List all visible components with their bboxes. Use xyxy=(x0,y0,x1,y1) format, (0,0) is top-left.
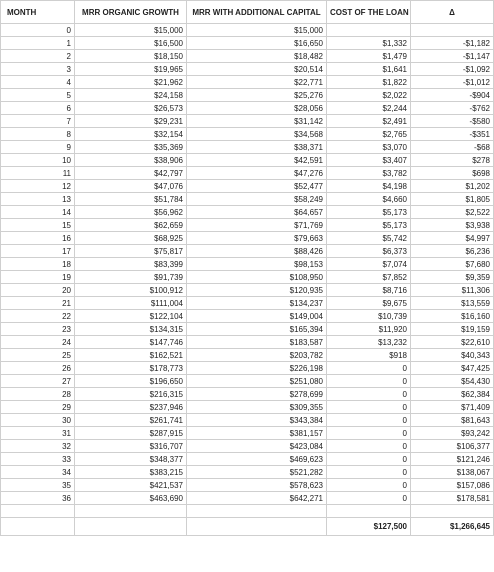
mrr-organic-growth-cell[interactable]: $21,962 xyxy=(75,76,187,89)
cost-of-the-loan-cell[interactable]: $5,173 xyxy=(327,206,411,219)
table-cell[interactable] xyxy=(75,518,187,536)
mrr-with-additional-capital-cell[interactable]: $309,355 xyxy=(187,401,327,414)
total-delta[interactable]: $1,266,645 xyxy=(411,518,494,536)
mrr-with-additional-capital-cell[interactable]: $38,371 xyxy=(187,141,327,154)
delta-cell[interactable]: $157,086 xyxy=(411,479,494,492)
delta-cell[interactable]: $81,643 xyxy=(411,414,494,427)
mrr-with-additional-capital-cell[interactable]: $58,249 xyxy=(187,193,327,206)
mrr-with-additional-capital-cell[interactable]: $18,482 xyxy=(187,50,327,63)
month-cell[interactable]: 24 xyxy=(1,336,75,349)
delta-cell[interactable]: -$1,092 xyxy=(411,63,494,76)
cost-of-the-loan-cell[interactable] xyxy=(327,24,411,37)
month-cell[interactable]: 2 xyxy=(1,50,75,63)
month-cell[interactable]: 23 xyxy=(1,323,75,336)
table-row xyxy=(1,50,494,63)
mrr-organic-growth-cell[interactable]: $15,000 xyxy=(75,24,187,37)
mrr-with-additional-capital-cell[interactable]: $64,657 xyxy=(187,206,327,219)
month-cell[interactable]: 29 xyxy=(1,401,75,414)
header-row-group xyxy=(1,1,494,24)
cost-of-the-loan-cell[interactable]: $2,491 xyxy=(327,115,411,128)
totals-row xyxy=(1,518,494,536)
month-cell[interactable]: 8 xyxy=(1,128,75,141)
cost-of-the-loan-cell[interactable]: $9,675 xyxy=(327,297,411,310)
table-cell[interactable] xyxy=(327,505,411,518)
delta-cell[interactable]: $16,160 xyxy=(411,310,494,323)
month-cell[interactable]: 16 xyxy=(1,232,75,245)
table-row xyxy=(1,219,494,232)
cost-of-the-loan-cell[interactable]: $2,022 xyxy=(327,89,411,102)
table-row xyxy=(1,336,494,349)
table-row xyxy=(1,414,494,427)
month-cell[interactable]: 34 xyxy=(1,466,75,479)
month-cell[interactable]: 17 xyxy=(1,245,75,258)
cost-of-the-loan-cell[interactable]: 0 xyxy=(327,492,411,505)
table-row xyxy=(1,76,494,89)
table-row xyxy=(1,258,494,271)
month-cell[interactable]: 12 xyxy=(1,180,75,193)
mrr-with-additional-capital-cell[interactable]: $521,282 xyxy=(187,466,327,479)
cost-of-the-loan-cell[interactable]: $7,074 xyxy=(327,258,411,271)
cost-of-the-loan-cell[interactable]: $4,660 xyxy=(327,193,411,206)
cost-of-the-loan-cell[interactable]: $11,920 xyxy=(327,323,411,336)
table-row xyxy=(1,193,494,206)
delta-cell[interactable]: $3,938 xyxy=(411,219,494,232)
delta-cell[interactable]: $278 xyxy=(411,154,494,167)
cost-of-the-loan-cell[interactable]: 0 xyxy=(327,401,411,414)
cost-of-the-loan-cell[interactable]: $8,716 xyxy=(327,284,411,297)
mrr-organic-growth-cell[interactable]: $32,154 xyxy=(75,128,187,141)
table-row xyxy=(1,297,494,310)
table-row xyxy=(1,232,494,245)
month-cell[interactable]: 25 xyxy=(1,349,75,362)
mrr-organic-growth-cell[interactable]: $111,004 xyxy=(75,297,187,310)
table-row xyxy=(1,284,494,297)
mrr-with-additional-capital-cell[interactable]: $16,650 xyxy=(187,37,327,50)
mrr-organic-growth-cell[interactable]: $83,399 xyxy=(75,258,187,271)
mrr-organic-growth-cell[interactable]: $316,707 xyxy=(75,440,187,453)
mrr-with-additional-capital-cell[interactable]: $642,271 xyxy=(187,492,327,505)
delta-cell[interactable]: $138,067 xyxy=(411,466,494,479)
mrr-with-additional-capital-cell[interactable]: $71,769 xyxy=(187,219,327,232)
delta-cell[interactable]: $13,559 xyxy=(411,297,494,310)
delta-cell[interactable]: $71,409 xyxy=(411,401,494,414)
cost-of-the-loan-cell[interactable]: $1,641 xyxy=(327,63,411,76)
table-row xyxy=(1,206,494,219)
delta-cell[interactable]: -$1,012 xyxy=(411,76,494,89)
cost-of-the-loan-cell[interactable]: 0 xyxy=(327,414,411,427)
month-cell[interactable]: 35 xyxy=(1,479,75,492)
mrr-with-additional-capital-cell[interactable]: $381,157 xyxy=(187,427,327,440)
delta-cell[interactable]: $9,359 xyxy=(411,271,494,284)
table-row xyxy=(1,362,494,375)
table-row xyxy=(1,128,494,141)
mrr-organic-growth-cell[interactable]: $287,915 xyxy=(75,427,187,440)
mrr-organic-growth-cell[interactable]: $383,215 xyxy=(75,466,187,479)
delta-cell[interactable]: $2,522 xyxy=(411,206,494,219)
mrr-organic-growth-cell[interactable]: $162,521 xyxy=(75,349,187,362)
cost-of-the-loan-cell[interactable]: $3,407 xyxy=(327,154,411,167)
header-mrr-organic-growth[interactable]: MRR ORGANIC GROWTH xyxy=(75,1,187,24)
mrr-organic-growth-cell[interactable]: $26,573 xyxy=(75,102,187,115)
mrr-with-additional-capital-cell[interactable]: $343,384 xyxy=(187,414,327,427)
header-delta[interactable]: Δ xyxy=(411,1,494,24)
mrr-with-additional-capital-cell[interactable]: $108,950 xyxy=(187,271,327,284)
table-row xyxy=(1,115,494,128)
mrr-organic-growth-cell[interactable]: $19,965 xyxy=(75,63,187,76)
mrr-with-additional-capital-cell[interactable]: $423,084 xyxy=(187,440,327,453)
table-cell[interactable] xyxy=(187,518,327,536)
mrr-with-additional-capital-cell[interactable]: $52,477 xyxy=(187,180,327,193)
mrr-with-additional-capital-cell[interactable]: $42,591 xyxy=(187,154,327,167)
month-cell[interactable]: 10 xyxy=(1,154,75,167)
table-row xyxy=(1,89,494,102)
mrr-with-additional-capital-cell[interactable]: $226,198 xyxy=(187,362,327,375)
mrr-organic-growth-cell[interactable]: $100,912 xyxy=(75,284,187,297)
delta-cell[interactable]: -$68 xyxy=(411,141,494,154)
delta-cell[interactable]: $93,242 xyxy=(411,427,494,440)
delta-cell[interactable]: $1,202 xyxy=(411,180,494,193)
delta-cell[interactable]: $121,246 xyxy=(411,453,494,466)
table-row xyxy=(1,245,494,258)
mrr-with-additional-capital-cell[interactable]: $34,568 xyxy=(187,128,327,141)
delta-cell[interactable]: $6,236 xyxy=(411,245,494,258)
mrr-with-additional-capital-cell[interactable]: $15,000 xyxy=(187,24,327,37)
delta-cell[interactable]: $22,610 xyxy=(411,336,494,349)
cost-of-the-loan-cell[interactable]: $1,332 xyxy=(327,37,411,50)
cost-of-the-loan-cell[interactable]: $6,373 xyxy=(327,245,411,258)
month-cell[interactable]: 27 xyxy=(1,375,75,388)
cost-of-the-loan-cell[interactable]: 0 xyxy=(327,479,411,492)
table-row xyxy=(1,375,494,388)
delta-cell[interactable]: $47,425 xyxy=(411,362,494,375)
mrr-organic-growth-cell[interactable]: $18,150 xyxy=(75,50,187,63)
table-row xyxy=(1,271,494,284)
month-cell[interactable]: 7 xyxy=(1,115,75,128)
month-cell[interactable]: 33 xyxy=(1,453,75,466)
mrr-organic-growth-cell[interactable]: $51,784 xyxy=(75,193,187,206)
table-row xyxy=(1,167,494,180)
mrr-organic-growth-cell[interactable]: $29,231 xyxy=(75,115,187,128)
mrr-organic-growth-cell[interactable]: $122,104 xyxy=(75,310,187,323)
cost-of-the-loan-cell[interactable]: $5,173 xyxy=(327,219,411,232)
delta-cell[interactable]: -$1,182 xyxy=(411,37,494,50)
header-mrr-with-additional-capital[interactable]: MRR WITH ADDITIONAL CAPITAL xyxy=(187,1,327,24)
cost-of-the-loan-cell[interactable]: $2,244 xyxy=(327,102,411,115)
mrr-with-additional-capital-cell[interactable]: $22,771 xyxy=(187,76,327,89)
cost-of-the-loan-cell[interactable]: $1,479 xyxy=(327,50,411,63)
table-row xyxy=(1,479,494,492)
month-cell[interactable]: 18 xyxy=(1,258,75,271)
month-cell[interactable]: 36 xyxy=(1,492,75,505)
mrr-organic-growth-cell[interactable]: $147,746 xyxy=(75,336,187,349)
mrr-with-additional-capital-cell[interactable]: $20,514 xyxy=(187,63,327,76)
table-row xyxy=(1,37,494,50)
table-row xyxy=(1,180,494,193)
mrr-organic-growth-cell[interactable]: $68,925 xyxy=(75,232,187,245)
table-row xyxy=(1,102,494,115)
table-row xyxy=(1,440,494,453)
mrr-with-additional-capital-cell[interactable]: $134,237 xyxy=(187,297,327,310)
mrr-with-additional-capital-cell[interactable]: $31,142 xyxy=(187,115,327,128)
month-cell[interactable]: 19 xyxy=(1,271,75,284)
mrr-with-additional-capital-cell[interactable]: $251,080 xyxy=(187,375,327,388)
mrr-with-additional-capital-cell[interactable]: $28,056 xyxy=(187,102,327,115)
delta-cell[interactable]: $106,377 xyxy=(411,440,494,453)
delta-cell[interactable]: $62,384 xyxy=(411,388,494,401)
mrr-with-additional-capital-cell[interactable]: $88,426 xyxy=(187,245,327,258)
mrr-organic-growth-cell[interactable]: $216,315 xyxy=(75,388,187,401)
cost-of-the-loan-cell[interactable]: 0 xyxy=(327,440,411,453)
mrr-organic-growth-cell[interactable]: $463,690 xyxy=(75,492,187,505)
delta-cell[interactable] xyxy=(411,24,494,37)
mrr-organic-growth-cell[interactable]: $62,659 xyxy=(75,219,187,232)
cost-of-the-loan-cell[interactable]: 0 xyxy=(327,375,411,388)
month-cell[interactable]: 13 xyxy=(1,193,75,206)
table-row xyxy=(1,427,494,440)
month-cell[interactable]: 30 xyxy=(1,414,75,427)
mrr-organic-growth-cell[interactable]: $91,739 xyxy=(75,271,187,284)
delta-cell[interactable]: -$904 xyxy=(411,89,494,102)
mrr-with-additional-capital-cell[interactable]: $98,153 xyxy=(187,258,327,271)
month-cell[interactable]: 11 xyxy=(1,167,75,180)
month-cell[interactable]: 21 xyxy=(1,297,75,310)
month-cell[interactable]: 1 xyxy=(1,37,75,50)
delta-cell[interactable]: $11,306 xyxy=(411,284,494,297)
cost-of-the-loan-cell[interactable]: 0 xyxy=(327,388,411,401)
mrr-with-additional-capital-cell[interactable]: $278,699 xyxy=(187,388,327,401)
table-cell[interactable] xyxy=(187,505,327,518)
delta-cell[interactable]: -$351 xyxy=(411,128,494,141)
month-cell[interactable]: 22 xyxy=(1,310,75,323)
month-cell[interactable]: 31 xyxy=(1,427,75,440)
total-cost-of-the-loan[interactable]: $127,500 xyxy=(327,518,411,536)
header-row xyxy=(1,1,494,24)
table-row xyxy=(1,453,494,466)
table-row xyxy=(1,323,494,336)
mrr-organic-growth-cell[interactable]: $38,906 xyxy=(75,154,187,167)
month-cell[interactable]: 3 xyxy=(1,63,75,76)
mrr-with-additional-capital-cell[interactable]: $165,394 xyxy=(187,323,327,336)
cost-of-the-loan-cell[interactable]: $3,782 xyxy=(327,167,411,180)
table-row xyxy=(1,466,494,479)
mrr-with-additional-capital-cell[interactable]: $578,623 xyxy=(187,479,327,492)
mrr-organic-growth-cell[interactable]: $261,741 xyxy=(75,414,187,427)
mrr-organic-growth-cell[interactable]: $47,076 xyxy=(75,180,187,193)
header-month[interactable]: MONTH xyxy=(1,1,75,24)
table-row xyxy=(1,401,494,414)
month-cell[interactable]: 28 xyxy=(1,388,75,401)
month-cell[interactable]: 0 xyxy=(1,24,75,37)
month-cell[interactable]: 4 xyxy=(1,76,75,89)
table-row xyxy=(1,492,494,505)
cost-of-the-loan-cell[interactable]: 0 xyxy=(327,362,411,375)
month-cell[interactable]: 26 xyxy=(1,362,75,375)
cost-of-the-loan-cell[interactable]: $4,198 xyxy=(327,180,411,193)
cost-of-the-loan-cell[interactable]: 0 xyxy=(327,466,411,479)
mrr-organic-growth-cell[interactable]: $348,377 xyxy=(75,453,187,466)
mrr-organic-growth-cell[interactable]: $75,817 xyxy=(75,245,187,258)
month-cell[interactable]: 15 xyxy=(1,219,75,232)
month-cell[interactable]: 6 xyxy=(1,102,75,115)
mrr-organic-growth-cell[interactable]: $56,962 xyxy=(75,206,187,219)
mrr-organic-growth-cell[interactable]: $42,797 xyxy=(75,167,187,180)
delta-cell[interactable]: $40,343 xyxy=(411,349,494,362)
table-body xyxy=(1,24,494,536)
table-cell[interactable] xyxy=(1,518,75,536)
cost-of-the-loan-cell[interactable]: $918 xyxy=(327,349,411,362)
spacer-row xyxy=(1,505,494,518)
table-row xyxy=(1,154,494,167)
mrr-organic-growth-cell[interactable]: $16,500 xyxy=(75,37,187,50)
mrr-organic-growth-cell[interactable]: $196,650 xyxy=(75,375,187,388)
delta-cell[interactable]: -$1,147 xyxy=(411,50,494,63)
table-row xyxy=(1,63,494,76)
table-row xyxy=(1,388,494,401)
mrr-organic-growth-cell[interactable]: $421,537 xyxy=(75,479,187,492)
delta-cell[interactable]: $7,680 xyxy=(411,258,494,271)
mrr-organic-growth-cell[interactable]: $178,773 xyxy=(75,362,187,375)
table-cell[interactable] xyxy=(411,505,494,518)
table-row xyxy=(1,349,494,362)
table-row xyxy=(1,24,494,37)
mrr-with-additional-capital-cell[interactable]: $149,004 xyxy=(187,310,327,323)
cost-of-the-loan-cell[interactable]: $2,765 xyxy=(327,128,411,141)
month-cell[interactable]: 9 xyxy=(1,141,75,154)
mrr-with-additional-capital-cell[interactable]: $203,782 xyxy=(187,349,327,362)
mrr-organic-growth-cell[interactable]: $35,369 xyxy=(75,141,187,154)
mrr-with-additional-capital-cell[interactable]: $47,276 xyxy=(187,167,327,180)
mrr-organic-growth-cell[interactable]: $134,315 xyxy=(75,323,187,336)
mrr-with-additional-capital-cell[interactable]: $79,663 xyxy=(187,232,327,245)
delta-cell[interactable]: $178,581 xyxy=(411,492,494,505)
month-cell[interactable]: 5 xyxy=(1,89,75,102)
cost-of-the-loan-cell[interactable]: 0 xyxy=(327,427,411,440)
cost-of-the-loan-cell[interactable]: 0 xyxy=(327,453,411,466)
delta-cell[interactable]: $4,997 xyxy=(411,232,494,245)
delta-cell[interactable]: $19,159 xyxy=(411,323,494,336)
month-cell[interactable]: 32 xyxy=(1,440,75,453)
mrr-with-additional-capital-cell[interactable]: $25,276 xyxy=(187,89,327,102)
month-cell[interactable]: 14 xyxy=(1,206,75,219)
month-cell[interactable]: 20 xyxy=(1,284,75,297)
mrr-organic-growth-cell[interactable]: $24,158 xyxy=(75,89,187,102)
delta-cell[interactable]: -$580 xyxy=(411,115,494,128)
delta-cell[interactable]: $698 xyxy=(411,167,494,180)
delta-cell[interactable]: $1,805 xyxy=(411,193,494,206)
mrr-with-additional-capital-cell[interactable]: $183,587 xyxy=(187,336,327,349)
cost-of-the-loan-cell[interactable]: $13,232 xyxy=(327,336,411,349)
cost-of-the-loan-cell[interactable]: $7,852 xyxy=(327,271,411,284)
mrr-with-additional-capital-cell[interactable]: $469,623 xyxy=(187,453,327,466)
table-cell[interactable] xyxy=(1,505,75,518)
delta-cell[interactable]: -$762 xyxy=(411,102,494,115)
cost-of-the-loan-cell[interactable]: $5,742 xyxy=(327,232,411,245)
table-cell[interactable] xyxy=(75,505,187,518)
header-cost-of-the-loan[interactable]: COST OF THE LOAN xyxy=(327,1,411,24)
delta-cell[interactable]: $54,430 xyxy=(411,375,494,388)
mrr-with-additional-capital-cell[interactable]: $120,935 xyxy=(187,284,327,297)
cost-of-the-loan-cell[interactable]: $1,822 xyxy=(327,76,411,89)
table-row xyxy=(1,310,494,323)
table-row xyxy=(1,141,494,154)
mrr-organic-growth-cell[interactable]: $237,946 xyxy=(75,401,187,414)
cost-of-the-loan-cell[interactable]: $3,070 xyxy=(327,141,411,154)
cost-of-the-loan-cell[interactable]: $10,739 xyxy=(327,310,411,323)
